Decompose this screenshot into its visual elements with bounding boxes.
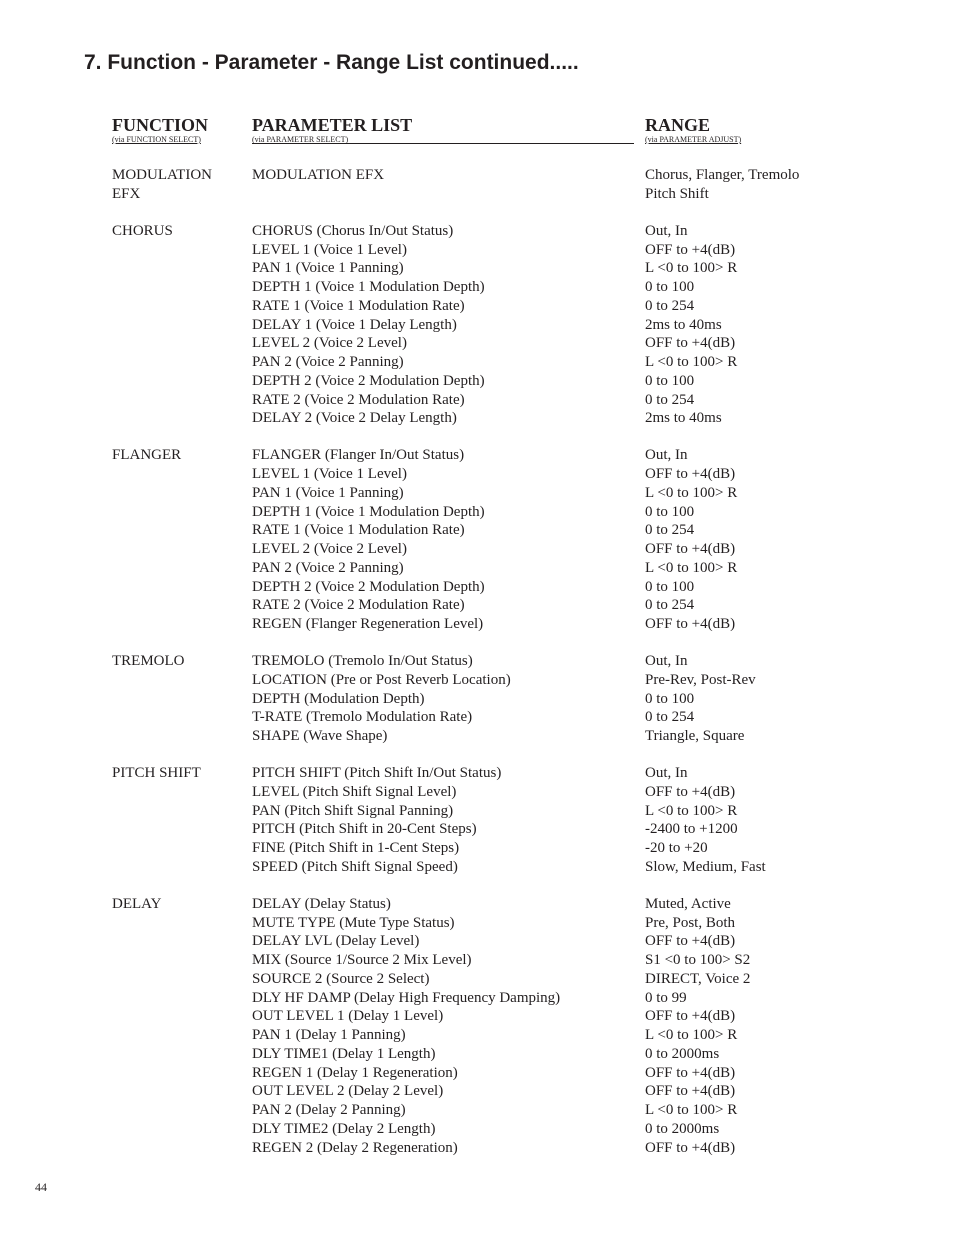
table-row	[0, 1026, 954, 1045]
table-row	[0, 914, 954, 933]
parameter-cell: TREMOLO (Tremolo In/Out Status)	[252, 653, 473, 670]
table-row	[0, 783, 954, 802]
range-header-sublabel: (via PARAMETER ADJUST)	[645, 135, 742, 144]
table-row	[0, 615, 954, 634]
range-cell: 0 to 100	[645, 279, 695, 296]
page-number: 44	[35, 1180, 47, 1194]
parameter-cell: MODULATION EFX	[252, 167, 385, 183]
parameter-cell: DLY TIME1 (Delay 1 Length)	[252, 1045, 436, 1062]
table-row	[0, 334, 954, 353]
table-row	[0, 989, 954, 1008]
parameter-cell: DEPTH 2 (Voice 2 Modulation Depth)	[252, 372, 485, 389]
parameter-cell: LEVEL (Pitch Shift Signal Level)	[252, 783, 457, 800]
parameter-cell: PAN 1 (Voice 1 Panning)	[252, 260, 404, 277]
range-cell: 0 to 100	[645, 690, 695, 707]
range-cell: OFF to +4(dB)	[645, 1139, 736, 1156]
parameter-cell: RATE 2 (Voice 2 Modulation Rate)	[252, 391, 465, 408]
table-row	[0, 559, 954, 578]
table-row	[0, 578, 954, 597]
range-cell: OFF to +4(dB)	[645, 616, 736, 633]
table-row	[0, 521, 954, 540]
parameter-cell: PAN 1 (Voice 1 Panning)	[252, 484, 404, 501]
parameter-cell: DEPTH 1 (Voice 1 Modulation Depth)	[252, 503, 485, 520]
parameter-cell: LEVEL 1 (Voice 1 Level)	[252, 241, 407, 258]
table-row	[0, 1045, 954, 1064]
range-cell: OFF to +4(dB)	[645, 933, 736, 950]
range-column-header	[645, 115, 741, 144]
parameter-header-label: PARAMETER LIST	[252, 115, 413, 135]
table-row	[0, 241, 954, 260]
range-cell: 2ms to 40ms	[645, 410, 722, 427]
parameter-cell: PAN 2 (Delay 2 Panning)	[252, 1102, 406, 1119]
table-row	[0, 951, 954, 970]
parameter-table	[0, 166, 954, 1176]
table-row	[0, 652, 954, 671]
range-cell: Pre-Rev, Post-Rev	[645, 671, 756, 688]
parameter-cell: PAN 1 (Delay 1 Panning)	[252, 1027, 406, 1044]
range-cell: Out, In	[645, 222, 688, 239]
parameter-cell: LEVEL 2 (Voice 2 Level)	[252, 541, 407, 558]
table-row	[0, 484, 954, 503]
range-cell: 0 to 254	[645, 522, 695, 539]
page-title: 7. Function - Parameter - Range List continued.....	[84, 51, 579, 74]
table-row	[0, 1082, 954, 1101]
parameter-cell: DEPTH 1 (Voice 1 Modulation Depth)	[252, 279, 485, 296]
parameter-cell: DELAY 1 (Voice 1 Delay Length)	[252, 316, 457, 333]
range-cell: -2400 to +1200	[645, 821, 738, 838]
function-group	[0, 446, 954, 634]
table-row	[0, 820, 954, 839]
parameter-cell: DELAY (Delay Status)	[252, 895, 391, 912]
function-group	[0, 166, 954, 204]
range-cell: S1 <0 to 100> S2	[645, 952, 751, 969]
range-cell: L <0 to 100> R	[645, 354, 738, 371]
table-row	[0, 503, 954, 522]
table-row	[0, 839, 954, 858]
range-cell: 0 to 254	[645, 297, 695, 314]
range-cell: OFF to +4(dB)	[645, 541, 736, 558]
table-row	[0, 316, 954, 335]
function-group	[0, 895, 954, 1158]
parameter-cell: SOURCE 2 (Source 2 Select)	[252, 970, 430, 987]
function-cell: TREMOLO	[112, 653, 185, 670]
parameter-cell: DEPTH 2 (Voice 2 Modulation Depth)	[252, 578, 485, 595]
function-cell: FLANGER	[112, 447, 182, 464]
range-cell: 0 to 99	[645, 989, 687, 1006]
parameter-cell: DLY TIME2 (Delay 2 Length)	[252, 1120, 436, 1137]
parameter-cell: OUT LEVEL 1 (Delay 1 Level)	[252, 1008, 444, 1025]
parameter-cell: FINE (Pitch Shift in 1-Cent Steps)	[252, 840, 460, 857]
range-cell: 0 to 254	[645, 709, 695, 726]
table-row	[0, 1007, 954, 1026]
table-row	[0, 970, 954, 989]
range-cell: Triangle, Square	[645, 728, 745, 745]
range-cell: L <0 to 100> R	[645, 1102, 738, 1119]
range-cell: OFF to +4(dB)	[645, 783, 736, 800]
range-cell: Out, In	[645, 765, 688, 782]
parameter-cell: REGEN (Flanger Regeneration Level)	[252, 616, 484, 633]
table-row	[0, 465, 954, 484]
table-row	[0, 1139, 954, 1158]
range-cell: Pre, Post, Both	[645, 914, 736, 931]
header-divider	[252, 143, 634, 144]
parameter-cell: FLANGER (Flanger In/Out Status)	[252, 447, 465, 464]
parameter-cell: MUTE TYPE (Mute Type Status)	[252, 914, 455, 931]
parameter-cell: RATE 2 (Voice 2 Modulation Rate)	[252, 597, 465, 614]
parameter-cell: SHAPE (Wave Shape)	[252, 728, 388, 745]
range-cell: 0 to 100	[645, 578, 695, 595]
table-row	[0, 259, 954, 278]
function-cell: DELAY	[112, 895, 162, 912]
function-header-label: FUNCTION	[112, 115, 209, 135]
table-row	[0, 297, 954, 316]
table-row	[0, 446, 954, 465]
range-cell: OFF to +4(dB)	[645, 1008, 736, 1025]
range-cell: Pitch Shift	[645, 185, 709, 202]
parameter-cell: PITCH SHIFT (Pitch Shift In/Out Status)	[252, 765, 502, 782]
table-row	[0, 372, 954, 391]
range-cell: Out, In	[645, 447, 688, 464]
parameter-cell: PAN (Pitch Shift Signal Panning)	[252, 802, 454, 819]
table-row	[0, 708, 954, 727]
range-cell: Muted, Active	[645, 895, 731, 912]
range-cell: L <0 to 100> R	[645, 802, 738, 819]
table-row	[0, 1101, 954, 1120]
table-row	[0, 540, 954, 559]
table-row	[0, 278, 954, 297]
parameter-cell: OUT LEVEL 2 (Delay 2 Level)	[252, 1083, 444, 1100]
parameter-cell: CHORUS (Chorus In/Out Status)	[252, 222, 454, 239]
function-cell: MODULATION	[112, 167, 212, 183]
table-row	[0, 166, 954, 185]
range-cell: L <0 to 100> R	[645, 260, 738, 277]
table-row	[0, 727, 954, 746]
table-row	[0, 764, 954, 783]
range-cell: OFF to +4(dB)	[645, 466, 736, 483]
range-cell: Chorus, Flanger, Tremolo	[645, 167, 800, 183]
parameter-column-header	[252, 115, 412, 144]
table-row	[0, 858, 954, 877]
function-header-sublabel: (via FUNCTION SELECT)	[112, 135, 201, 144]
parameter-header-sublabel: (via PARAMETER SELECT)	[252, 135, 349, 144]
parameter-cell: DLY HF DAMP (Delay High Frequency Damping)	[252, 989, 561, 1006]
function-cell: CHORUS	[112, 222, 173, 239]
table-row	[0, 409, 954, 428]
function-cell: PITCH SHIFT	[112, 765, 201, 782]
range-cell: Out, In	[645, 653, 688, 670]
table-row	[0, 391, 954, 410]
range-cell: L <0 to 100> R	[645, 484, 738, 501]
range-cell: L <0 to 100> R	[645, 1027, 738, 1044]
parameter-cell: LOCATION (Pre or Post Reverb Location)	[252, 671, 511, 688]
range-cell: OFF to +4(dB)	[645, 241, 736, 258]
function-group	[0, 222, 954, 428]
range-cell: 2ms to 40ms	[645, 316, 722, 333]
range-cell: 0 to 2000ms	[645, 1045, 720, 1062]
parameter-cell: LEVEL 2 (Voice 2 Level)	[252, 335, 407, 352]
parameter-cell: SPEED (Pitch Shift Signal Speed)	[252, 858, 458, 875]
table-row	[0, 671, 954, 690]
range-cell: OFF to +4(dB)	[645, 1083, 736, 1100]
parameter-cell: PAN 2 (Voice 2 Panning)	[252, 354, 404, 371]
range-cell: 0 to 100	[645, 372, 695, 389]
parameter-cell: DELAY LVL (Delay Level)	[252, 933, 420, 950]
table-row	[0, 802, 954, 821]
parameter-cell: LEVEL 1 (Voice 1 Level)	[252, 466, 407, 483]
table-row	[0, 1064, 954, 1083]
table-row	[0, 596, 954, 615]
range-cell: 0 to 2000ms	[645, 1120, 720, 1137]
parameter-cell: DEPTH (Modulation Depth)	[252, 690, 425, 707]
parameter-cell: PAN 2 (Voice 2 Panning)	[252, 559, 404, 576]
range-cell: 0 to 254	[645, 391, 695, 408]
parameter-cell: DELAY 2 (Voice 2 Delay Length)	[252, 410, 457, 427]
table-row	[0, 690, 954, 709]
parameter-cell: PITCH (Pitch Shift in 20-Cent Steps)	[252, 821, 477, 838]
range-cell: OFF to +4(dB)	[645, 335, 736, 352]
function-column-header	[112, 115, 208, 144]
parameter-cell: REGEN 1 (Delay 1 Regeneration)	[252, 1064, 458, 1081]
table-row	[0, 1120, 954, 1139]
range-cell: 0 to 100	[645, 503, 695, 520]
parameter-cell: RATE 1 (Voice 1 Modulation Rate)	[252, 297, 465, 314]
table-row	[0, 222, 954, 241]
range-cell: L <0 to 100> R	[645, 559, 738, 576]
parameter-cell: REGEN 2 (Delay 2 Regeneration)	[252, 1139, 458, 1156]
table-row	[0, 185, 954, 204]
parameter-cell: T-RATE (Tremolo Modulation Rate)	[252, 709, 473, 726]
table-row	[0, 895, 954, 914]
range-cell: DIRECT, Voice 2	[645, 970, 751, 987]
parameter-cell: MIX (Source 1/Source 2 Mix Level)	[252, 952, 472, 969]
function-cell: EFX	[112, 185, 141, 202]
table-row	[0, 353, 954, 372]
range-cell: -20 to +20	[645, 840, 708, 857]
function-group	[0, 764, 954, 877]
parameter-cell: RATE 1 (Voice 1 Modulation Rate)	[252, 522, 465, 539]
range-cell: 0 to 254	[645, 597, 695, 614]
table-row	[0, 932, 954, 951]
range-header-label: RANGE	[645, 115, 711, 135]
range-cell: Slow, Medium, Fast	[645, 858, 766, 875]
range-cell: OFF to +4(dB)	[645, 1064, 736, 1081]
function-group	[0, 652, 954, 746]
